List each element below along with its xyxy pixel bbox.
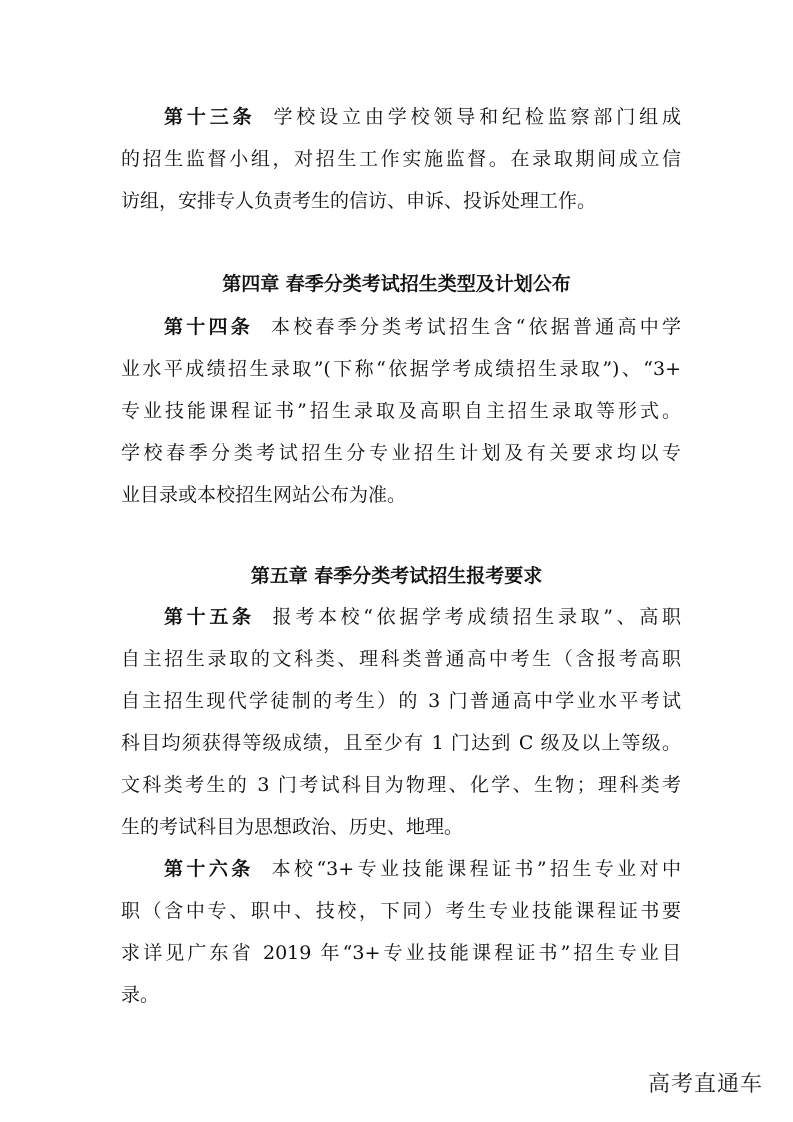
article-13-line: 访组，安排专人负责考生的信访、申诉、投诉处理工作。 [121, 190, 597, 212]
article-15-first-line [164, 604, 681, 630]
article-13-first-line [164, 104, 681, 130]
article-16-line: 求详见广东省 2019 年“3+专业技能课程证书”招生专业目 [121, 942, 681, 964]
article-14-label: 第十四条 [164, 316, 253, 338]
article-15-line: 自主招生录取的文科类、理科类普通高中考生（含报考高职 [121, 648, 681, 670]
article-15-line: 生的考试科目为思想政治、历史、地理。 [121, 816, 464, 838]
article-13-line: 的招生监督小组，对招生工作实施监督。在录取期间成立信 [121, 148, 681, 170]
article-15-text-1: 报考本校“依据学考成绩招生录取”、高职 [272, 606, 681, 628]
watermark-text: 高考直通车 [647, 1072, 763, 1097]
article-14-line: 业水平成绩招生录取”(下称“依据学考成绩招生录取”)、“3+ [121, 358, 681, 380]
article-14-first-line [164, 314, 681, 340]
article-14-line: 业目录或本校招生网站公布为准。 [121, 484, 407, 506]
article-16-label: 第十六条 [164, 858, 254, 880]
chapter-4-heading: 第四章 春季分类考试招生类型及计划公布 [222, 273, 571, 295]
article-13-text-1: 学校设立由学校领导和纪检监察部门组成 [273, 106, 681, 128]
article-15-line: 文科类考生的 3 门考试科目为物理、化学、生物；理科类考 [121, 774, 681, 796]
article-15-line: 科目均须获得等级成绩，且至少有 1 门达到 C 级及以上等级。 [121, 732, 681, 754]
article-16-line: 录。 [121, 984, 160, 1006]
article-14-text-1: 本校春季分类考试招生含“依据普通高中学 [270, 316, 681, 338]
article-16-first-line [164, 856, 681, 882]
article-16-line: 职（含中专、职中、技校，下同）考生专业技能课程证书要 [121, 900, 681, 922]
article-14-line: 学校春季分类考试招生分专业招生计划及有关要求均以专 [121, 442, 681, 464]
article-14-line: 专业技能课程证书”招生录取及高职自主招生录取等形式。 [121, 400, 681, 422]
article-15-line: 自主招生现代学徒制的考生）的 3 门普通高中学业水平考试 [121, 690, 681, 712]
chapter-5-heading: 第五章 春季分类考试招生报考要求 [250, 565, 543, 587]
article-15-label: 第十五条 [164, 606, 255, 628]
article-13-label: 第十三条 [164, 106, 256, 128]
article-16-text-1: 本校“3+专业技能课程证书”招生专业对中 [271, 858, 681, 880]
